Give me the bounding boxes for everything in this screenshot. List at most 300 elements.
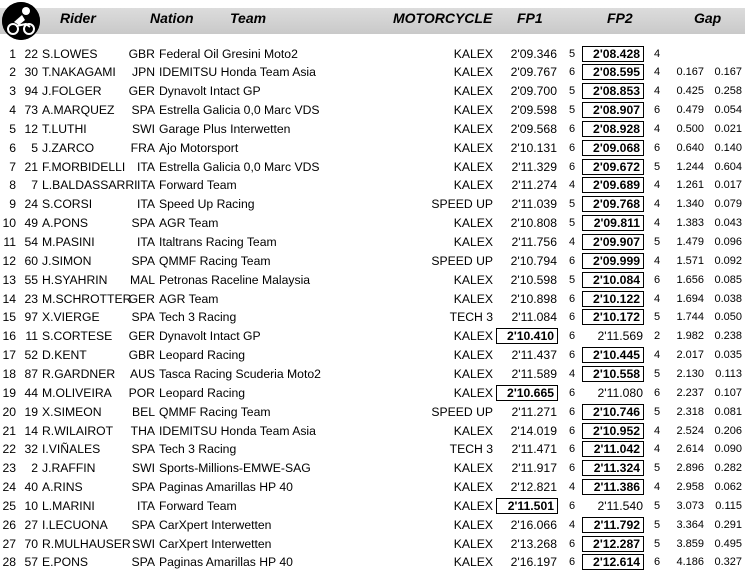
fp1-laps-cell: 6: [568, 462, 576, 475]
rider-number-cell: 40: [24, 480, 38, 495]
gap-first-cell: 1.244: [676, 160, 704, 173]
fp1-laps-cell: 6: [568, 405, 576, 418]
fp2-time-cell: 2'11.386: [582, 479, 644, 495]
rider-name-cell: I.VIÑALES: [42, 442, 101, 457]
motorcycle-cell: KALEX: [453, 385, 493, 400]
rider-number-cell: 10: [24, 498, 38, 513]
fp1-time-cell: 2'11.274: [511, 178, 557, 193]
gap-previous-cell: 0.327: [714, 556, 742, 569]
rider-number-cell: 23: [24, 291, 38, 306]
gap-first-cell: 1.479: [676, 236, 704, 248]
fp1-time-cell: 2'12.821: [510, 480, 557, 495]
fp1-time-cell: 2'11.589: [511, 366, 557, 381]
nation-cell: MAL: [129, 272, 155, 287]
fp1-laps-cell: 6: [568, 141, 576, 154]
position-cell: 26: [2, 517, 16, 532]
fp2-laps-cell: 4: [653, 198, 661, 211]
nation-cell: JPN: [131, 65, 155, 80]
fp1-laps-cell: 5: [568, 85, 576, 98]
team-cell: Estrella Galicia 0,0 Marc VDS: [159, 159, 320, 174]
table-row: [0, 139, 745, 158]
fp2-laps-cell: 6: [653, 556, 661, 569]
fp2-laps-cell: 4: [653, 254, 661, 267]
fp2-laps-cell: 4: [653, 481, 661, 494]
team-cell: Sports-Millions-EMWE-SAG: [159, 461, 311, 476]
fp2-laps-cell: 6: [653, 141, 661, 154]
gap-previous-cell: 0.079: [714, 198, 742, 211]
header-team: Team: [230, 10, 267, 26]
rider-name-cell: A.PONS: [42, 216, 89, 231]
gap-first-cell: 0.479: [676, 104, 704, 117]
motorcycle-cell: KALEX: [453, 178, 493, 193]
gap-previous-cell: 0.081: [714, 405, 742, 418]
fp1-time-cell: 2'09.767: [510, 65, 557, 80]
motorcycle-cell: KALEX: [453, 348, 493, 363]
team-cell: Tasca Racing Scuderia Moto2: [159, 366, 321, 381]
gap-previous-cell: 0.107: [714, 386, 742, 399]
table-row: [0, 497, 745, 516]
nation-cell: GBR: [128, 348, 155, 363]
table-row: [0, 403, 745, 422]
fp2-time-cell: 2'09.811: [582, 215, 644, 231]
fp1-time-cell: 2'10.808: [510, 216, 557, 231]
motorcycle-cell: KALEX: [453, 65, 493, 80]
motorcycle-cell: KALEX: [453, 103, 493, 118]
team-cell: AGR Team: [159, 291, 219, 306]
nation-cell: FRA: [130, 140, 155, 155]
nation-cell: SPA: [131, 480, 155, 495]
gap-previous-cell: 0.096: [714, 236, 742, 248]
rider-name-cell: H.SYAHRIN: [42, 272, 108, 287]
fp1-time-cell: 2'11.329: [511, 159, 557, 174]
gap-first-cell: 2.237: [676, 386, 704, 399]
gap-first-cell: 2.958: [676, 481, 704, 494]
fp2-time-cell: 2'10.445: [582, 347, 644, 363]
rider-number-cell: 27: [24, 517, 38, 532]
motorcycle-cell: KALEX: [453, 480, 493, 495]
table-row: [0, 271, 745, 290]
table-row: [0, 327, 745, 346]
fp2-laps-cell: 4: [653, 443, 661, 456]
fp1-time-cell: 2'09.598: [510, 103, 557, 118]
nation-cell: ITA: [136, 498, 155, 513]
motorcycle-cell: SPEED UP: [431, 253, 493, 268]
motorcycle-cell: KALEX: [453, 555, 493, 570]
position-cell: 19: [2, 385, 16, 400]
header-motorcycle: MOTORCYCLE: [393, 10, 493, 26]
table-row: [0, 45, 745, 64]
fp1-time-cell: 2'11.039: [511, 197, 557, 212]
position-cell: 16: [2, 329, 16, 344]
motorcycle-cell: KALEX: [453, 272, 493, 287]
table-row: [0, 365, 745, 384]
nation-cell: ITA: [136, 159, 155, 174]
position-cell: 9: [9, 197, 16, 212]
table-row: [0, 63, 745, 82]
rider-number-cell: 22: [24, 46, 38, 61]
motorcycle-cell: KALEX: [453, 291, 493, 306]
fp1-time-cell: 2'10.410: [496, 328, 558, 344]
gap-first-cell: 4.186: [676, 556, 704, 569]
rider-name-cell: M.SCHROTTER: [42, 291, 132, 306]
position-cell: 13: [2, 272, 16, 287]
fp2-laps-cell: 6: [653, 386, 661, 399]
fp2-laps-cell: 6: [653, 104, 661, 117]
fp1-time-cell: 2'11.756: [511, 235, 557, 249]
fp1-laps-cell: 4: [568, 236, 576, 248]
gap-first-cell: 3.073: [676, 499, 704, 512]
fp1-laps-cell: 6: [568, 499, 576, 512]
position-cell: 17: [2, 348, 16, 363]
team-cell: Ajo Motorsport: [159, 140, 239, 155]
motorcycle-cell: KALEX: [453, 423, 493, 438]
nation-cell: SPA: [131, 103, 155, 118]
fp2-time-cell: 2'11.324: [582, 460, 644, 476]
rider-number-cell: 60: [24, 253, 38, 268]
gap-first-cell: 1.383: [676, 217, 704, 230]
fp2-time-cell: 2'09.907: [582, 234, 644, 250]
nation-cell: SPA: [131, 442, 155, 457]
fp1-time-cell: 2'11.084: [511, 310, 557, 325]
fp2-laps-cell: 4: [653, 424, 661, 437]
gap-previous-cell: 0.043: [714, 217, 742, 230]
rider-name-cell: X.VIERGE: [42, 310, 100, 325]
header-bar: [0, 8, 745, 34]
team-cell: QMMF Racing Team: [159, 404, 271, 419]
fp2-time-cell: 2'08.907: [582, 102, 644, 118]
fp1-laps-cell: 6: [568, 537, 576, 550]
motorcycle-cell: KALEX: [453, 140, 493, 155]
fp2-laps-cell: 5: [653, 367, 661, 380]
position-cell: 6: [9, 140, 16, 155]
motorcycle-cell: KALEX: [453, 366, 493, 381]
rider-name-cell: S.CORTESE: [42, 329, 113, 344]
motorcycle-rider-icon: [2, 2, 40, 40]
fp2-laps-cell: 4: [653, 349, 661, 362]
fp2-time-cell: 2'09.768: [582, 196, 644, 212]
nation-cell: SPA: [131, 216, 155, 231]
rider-number-cell: 19: [24, 404, 38, 419]
motorcycle-cell: KALEX: [453, 46, 493, 61]
fp2-time-cell: 2'09.999: [582, 253, 644, 269]
position-cell: 15: [2, 310, 16, 325]
position-cell: 12: [2, 253, 16, 268]
table-row: [0, 422, 745, 441]
table-row: [0, 308, 745, 327]
rider-name-cell: L.BALDASSARRI: [42, 178, 138, 193]
rider-name-cell: I.LECUONA: [42, 517, 108, 532]
fp1-time-cell: 2'16.066: [510, 517, 557, 532]
gap-first-cell: 2.896: [676, 462, 704, 475]
team-cell: IDEMITSU Honda Team Asia: [159, 65, 316, 80]
motorcycle-cell: KALEX: [453, 159, 493, 174]
team-cell: Forward Team: [159, 178, 237, 193]
rider-name-cell: J.FOLGER: [42, 84, 102, 99]
gap-previous-cell: 0.054: [714, 104, 742, 117]
header-fp2: FP2: [607, 10, 633, 26]
motorcycle-cell: KALEX: [453, 517, 493, 532]
fp1-laps-cell: 6: [568, 330, 576, 343]
fp1-laps-cell: 6: [568, 556, 576, 569]
gap-previous-cell: 0.113: [715, 367, 742, 380]
gap-previous-cell: 0.035: [714, 349, 742, 362]
fp1-time-cell: 2'10.898: [510, 291, 557, 306]
table-row: [0, 459, 745, 478]
fp2-time-cell: 2'09.689: [582, 177, 644, 193]
rider-number-cell: 49: [24, 216, 38, 231]
fp2-time-cell: 2'11.569: [597, 329, 643, 344]
position-cell: 27: [2, 536, 16, 551]
rider-number-cell: 7: [31, 178, 38, 193]
position-cell: 25: [2, 498, 16, 513]
nation-cell: SWI: [131, 461, 155, 476]
position-cell: 11: [3, 235, 16, 249]
gap-previous-cell: 0.167: [714, 66, 742, 79]
gap-first-cell: 1.744: [676, 311, 704, 324]
motorcycle-cell: KALEX: [453, 536, 493, 551]
fp2-time-cell: 2'08.928: [582, 121, 644, 137]
gap-first-cell: 0.640: [676, 141, 704, 154]
nation-cell: AUS: [129, 366, 155, 381]
fp1-laps-cell: 6: [568, 122, 576, 135]
fp2-time-cell: 2'11.042: [582, 441, 644, 457]
rider-name-cell: A.MARQUEZ: [42, 103, 115, 118]
position-cell: 10: [2, 216, 16, 231]
position-cell: 21: [2, 423, 16, 438]
position-cell: 7: [9, 159, 16, 174]
rider-number-cell: 55: [24, 272, 38, 287]
nation-cell: THA: [130, 423, 155, 438]
nation-cell: SPA: [131, 555, 155, 570]
gap-previous-cell: 0.050: [714, 311, 742, 324]
fp1-time-cell: 2'11.917: [511, 461, 557, 476]
fp1-laps-cell: 4: [568, 518, 576, 531]
team-cell: Paginas Amarillas HP 40: [159, 555, 293, 570]
team-cell: AGR Team: [159, 216, 219, 231]
fp2-time-cell: 2'08.428: [582, 46, 644, 62]
rider-number-cell: 44: [24, 385, 38, 400]
fp1-time-cell: 2'10.794: [510, 253, 557, 268]
rider-name-cell: M.PASINI: [42, 235, 95, 249]
position-cell: 8: [9, 178, 16, 193]
gap-previous-cell: 0.090: [714, 443, 742, 456]
gap-previous-cell: 0.038: [714, 292, 742, 305]
rider-number-cell: 52: [24, 348, 38, 363]
fp1-time-cell: 2'11.501: [496, 498, 558, 514]
table-row: [0, 176, 745, 195]
fp1-time-cell: 2'11.437: [511, 348, 557, 363]
team-cell: Speed Up Racing: [159, 197, 255, 212]
fp1-laps-cell: 6: [568, 160, 576, 173]
table-row: [0, 384, 745, 403]
fp1-laps-cell: 6: [568, 254, 576, 267]
gap-previous-cell: 0.140: [714, 141, 742, 154]
rider-number-cell: 11: [25, 329, 38, 344]
position-cell: 3: [9, 84, 16, 99]
gap-first-cell: 2.130: [676, 367, 704, 380]
team-cell: Dynavolt Intact GP: [159, 329, 261, 344]
position-cell: 23: [2, 461, 16, 476]
position-cell: 20: [2, 404, 16, 419]
rider-name-cell: D.KENT: [42, 348, 87, 363]
rider-number-cell: 87: [24, 366, 38, 381]
fp2-time-cell: 2'10.084: [582, 272, 644, 288]
gap-previous-cell: 0.115: [715, 499, 742, 512]
fp1-laps-cell: 6: [568, 386, 576, 399]
gap-previous-cell: 0.258: [714, 85, 742, 98]
fp2-time-cell: 2'10.172: [582, 309, 644, 325]
table-row: [0, 214, 745, 233]
motorcycle-cell: SPEED UP: [431, 404, 493, 419]
fp1-laps-cell: 5: [568, 104, 576, 117]
rider-number-cell: 21: [24, 159, 38, 174]
fp2-time-cell: 2'11.540: [597, 498, 643, 513]
table-row: [0, 101, 745, 120]
team-cell: Leopard Racing: [159, 348, 246, 363]
rider-number-cell: 32: [24, 442, 38, 457]
fp1-time-cell: 2'09.346: [510, 46, 557, 61]
team-cell: Petronas Raceline Malaysia: [159, 272, 311, 287]
position-cell: 5: [9, 121, 16, 136]
nation-cell: GER: [128, 84, 155, 99]
fp1-time-cell: 2'09.700: [510, 84, 557, 99]
fp1-laps-cell: 4: [568, 481, 576, 494]
fp2-time-cell: 2'10.558: [582, 366, 644, 382]
table-row: [0, 478, 745, 497]
fp2-laps-cell: 4: [653, 217, 661, 230]
motorcycle-cell: TECH 3: [449, 442, 493, 457]
header-rider: Rider: [60, 10, 96, 26]
fp1-laps-cell: 4: [568, 179, 576, 192]
motorcycle-cell: KALEX: [453, 498, 493, 513]
gap-first-cell: 1.694: [676, 292, 704, 305]
fp1-time-cell: 2'10.598: [510, 272, 557, 287]
fp1-time-cell: 2'11.471: [511, 442, 557, 457]
nation-cell: BEL: [131, 404, 155, 419]
gap-first-cell: 3.859: [676, 537, 704, 550]
table-row: [0, 553, 745, 572]
team-cell: Italtrans Racing Team: [159, 235, 277, 249]
team-cell: Tech 3 Racing: [159, 310, 237, 325]
motorcycle-cell: KALEX: [453, 329, 493, 344]
table-row: [0, 290, 745, 309]
nation-cell: GBR: [128, 46, 155, 61]
fp2-laps-cell: 5: [653, 537, 661, 550]
team-cell: Tech 3 Racing: [159, 442, 237, 457]
rider-name-cell: S.LOWES: [42, 46, 98, 61]
fp2-laps-cell: 5: [653, 160, 661, 173]
table-row: [0, 158, 745, 177]
fp2-laps-cell: 5: [653, 462, 661, 475]
position-cell: 1: [9, 46, 16, 61]
table-row: [0, 120, 745, 139]
nation-cell: ITA: [136, 235, 155, 249]
rider-number-cell: 14: [24, 423, 38, 438]
fp2-time-cell: 2'12.614: [582, 554, 644, 570]
header-nation: Nation: [150, 10, 194, 26]
table-row: [0, 195, 745, 214]
gap-previous-cell: 0.092: [714, 254, 742, 267]
nation-cell: SPA: [131, 253, 155, 268]
gap-first-cell: 2.614: [676, 443, 704, 456]
rider-name-cell: R.MULHAUSER: [42, 536, 131, 551]
fp1-time-cell: 2'10.665: [496, 385, 558, 401]
team-cell: Paginas Amarillas HP 40: [159, 480, 293, 495]
fp1-laps-cell: 6: [568, 349, 576, 362]
gap-previous-cell: 0.017: [714, 179, 742, 192]
team-cell: Forward Team: [159, 498, 237, 513]
fp2-laps-cell: 5: [653, 499, 661, 512]
fp1-laps-cell: 5: [568, 198, 576, 211]
fp2-laps-cell: 4: [653, 66, 661, 79]
fp2-time-cell: 2'11.792: [582, 517, 644, 533]
table-row: [0, 346, 745, 365]
position-cell: 14: [2, 291, 16, 306]
motorcycle-cell: KALEX: [453, 216, 493, 231]
fp1-time-cell: 2'10.131: [510, 140, 557, 155]
nation-cell: GER: [128, 329, 155, 344]
gap-first-cell: 2.318: [676, 405, 704, 418]
gap-first-cell: 1.261: [676, 179, 704, 192]
fp2-laps-cell: 2: [653, 330, 661, 343]
motorcycle-cell: KALEX: [453, 84, 493, 99]
fp2-laps-cell: 5: [653, 236, 661, 248]
fp2-time-cell: 2'10.122: [582, 291, 644, 307]
table-row: [0, 516, 745, 535]
rider-name-cell: S.CORSI: [42, 197, 93, 212]
rider-number-cell: 94: [24, 84, 38, 99]
gap-first-cell: 3.364: [676, 518, 704, 531]
gap-first-cell: 0.425: [676, 85, 704, 98]
rider-number-cell: 5: [31, 140, 38, 155]
fp2-laps-cell: 4: [653, 292, 661, 305]
fp2-time-cell: 2'08.595: [582, 64, 644, 80]
header-fp1: FP1: [517, 10, 543, 26]
fp2-time-cell: 2'10.952: [582, 423, 644, 439]
rider-number-cell: 97: [24, 310, 38, 325]
rider-name-cell: R.WILAIROT: [42, 423, 114, 438]
gap-previous-cell: 0.604: [714, 160, 742, 173]
motorcycle-cell: KALEX: [453, 235, 493, 249]
fp1-time-cell: 2'14.019: [510, 423, 557, 438]
gap-previous-cell: 0.238: [714, 330, 742, 343]
rider-name-cell: E.PONS: [42, 555, 89, 570]
position-cell: 24: [2, 480, 16, 495]
nation-cell: SWI: [131, 121, 155, 136]
rider-number-cell: 24: [24, 197, 38, 212]
rider-number-cell: 57: [24, 555, 38, 570]
gap-first-cell: 0.500: [676, 122, 704, 135]
rider-name-cell: T.NAKAGAMI: [42, 65, 116, 80]
rider-name-cell: J.SIMON: [42, 253, 92, 268]
rider-number-cell: 12: [24, 121, 38, 136]
table-row: [0, 440, 745, 459]
team-cell: CarXpert Interwetten: [159, 517, 272, 532]
fp1-laps-cell: 5: [568, 47, 576, 60]
gap-first-cell: 1.982: [676, 330, 704, 343]
nation-cell: SPA: [131, 517, 155, 532]
fp2-time-cell: 2'09.068: [582, 140, 644, 156]
fp2-time-cell: 2'12.287: [582, 536, 644, 552]
position-cell: 2: [9, 65, 16, 80]
gap-previous-cell: 0.021: [714, 122, 742, 135]
fp2-laps-cell: 5: [653, 518, 661, 531]
rider-name-cell: J.RAFFIN: [42, 461, 96, 476]
team-cell: IDEMITSU Honda Team Asia: [159, 423, 316, 438]
gap-first-cell: 1.340: [676, 198, 704, 211]
fp1-time-cell: 2'16.197: [510, 555, 557, 570]
team-cell: Dynavolt Intact GP: [159, 84, 261, 99]
